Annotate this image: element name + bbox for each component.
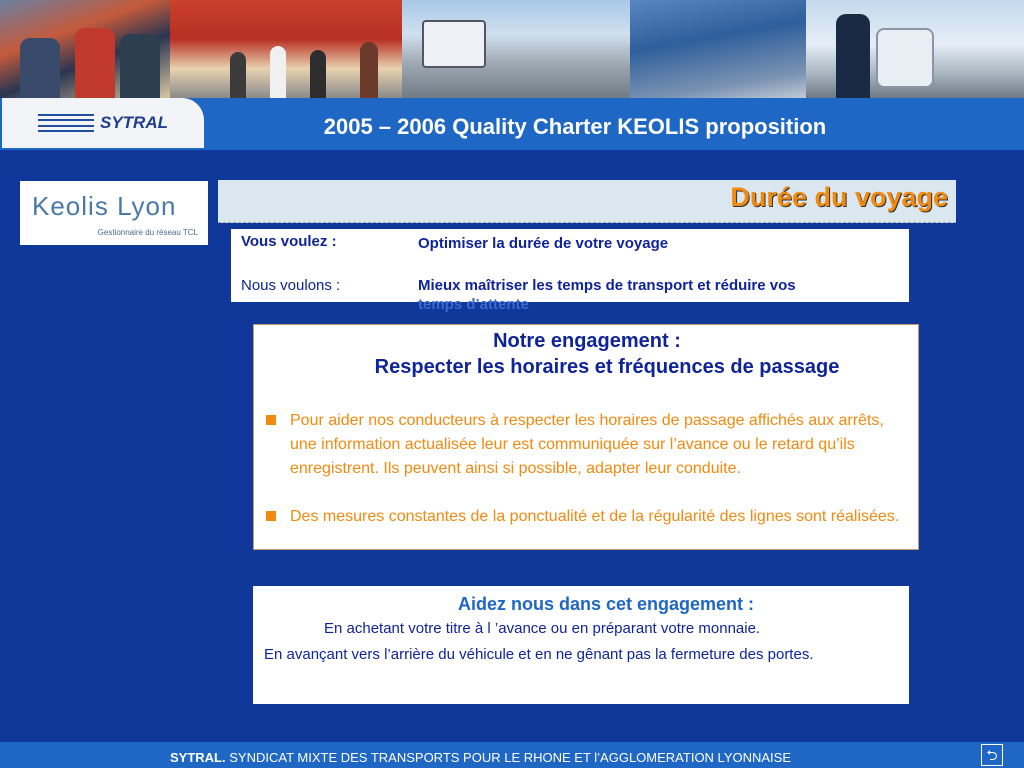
engagement-bullet [264,409,914,481]
photo-city-aerial [630,0,806,98]
page-title: 2005 – 2006 Quality Charter KEOLIS proposition [323,114,827,139]
bullet-text: Pour aider nos conducteurs à respecter les horaires de passage affichés aux arrêts, une information actualisée leur est communiquée sur l’avance ou le retard qu’ils enregistrent. Ils peuvent ainsi si possible, adapter leur conduite. [290,412,884,477]
footer-bar [0,742,1024,768]
engagement-subheading: Respecter les horaires et fréquences de passage [374,356,840,378]
engagement-box [253,324,919,550]
intent-box [231,229,909,313]
sytral-stripes-icon [38,114,94,132]
section-title: Durée du voyage [730,182,948,212]
help-heading: Aidez nous dans cet engagement : [457,594,755,614]
footer-org: SYNDICAT MIXTE DES TRANSPORTS POUR LE RHONE ET l’AGGLOMERATION LYONNAISE [229,750,792,765]
photo-metro-platform [170,0,402,98]
bullet-text: Des mesures constantes de la ponctualité et de la régularité des lignes sont réalisées. [290,508,900,525]
home-return-icon[interactable]: ⮌ [981,744,1003,766]
help-line-1: En achetant votre titre à l ’avance ou en préparant votre monnaie. [324,620,761,637]
sytral-logo [2,98,204,148]
vous-voulez-label: Vous voulez : [241,233,337,250]
section-header [218,180,956,223]
bullet-square-icon [266,511,276,521]
nous-voulons-label: Nous voulons : [241,277,341,294]
footer-text [170,750,791,765]
nous-voulons-value: Mieux maîtriser les temps de transport et réduire vos [418,277,796,294]
photo-children-bus [0,0,170,98]
vous-voulez-value: Optimiser la durée de votre voyage [418,235,669,252]
engagement-heading: Notre engagement : [493,330,681,352]
keolis-city: Lyon [117,191,177,221]
photo-bus-street [402,0,630,98]
nous-voulons-overflow: temps d’attente [418,296,529,313]
keolis-lyon-logo [20,181,208,245]
photo-banner [0,0,1024,98]
engagement-bullet [264,505,914,529]
help-line-2: En avançant vers l’arrière du véhicule et en ne gênant pas la fermeture des portes. [264,646,814,663]
help-box [253,586,909,704]
photo-tram [806,0,1024,98]
sytral-logo-text: SYTRAL [100,113,168,132]
bullet-square-icon [266,415,276,425]
keolis-logo-text [32,191,208,222]
keolis-brand: Keolis [32,191,109,221]
keolis-tagline: Gestionnaire du réseau TCL [97,228,198,237]
footer-brand: SYTRAL. [170,750,226,765]
